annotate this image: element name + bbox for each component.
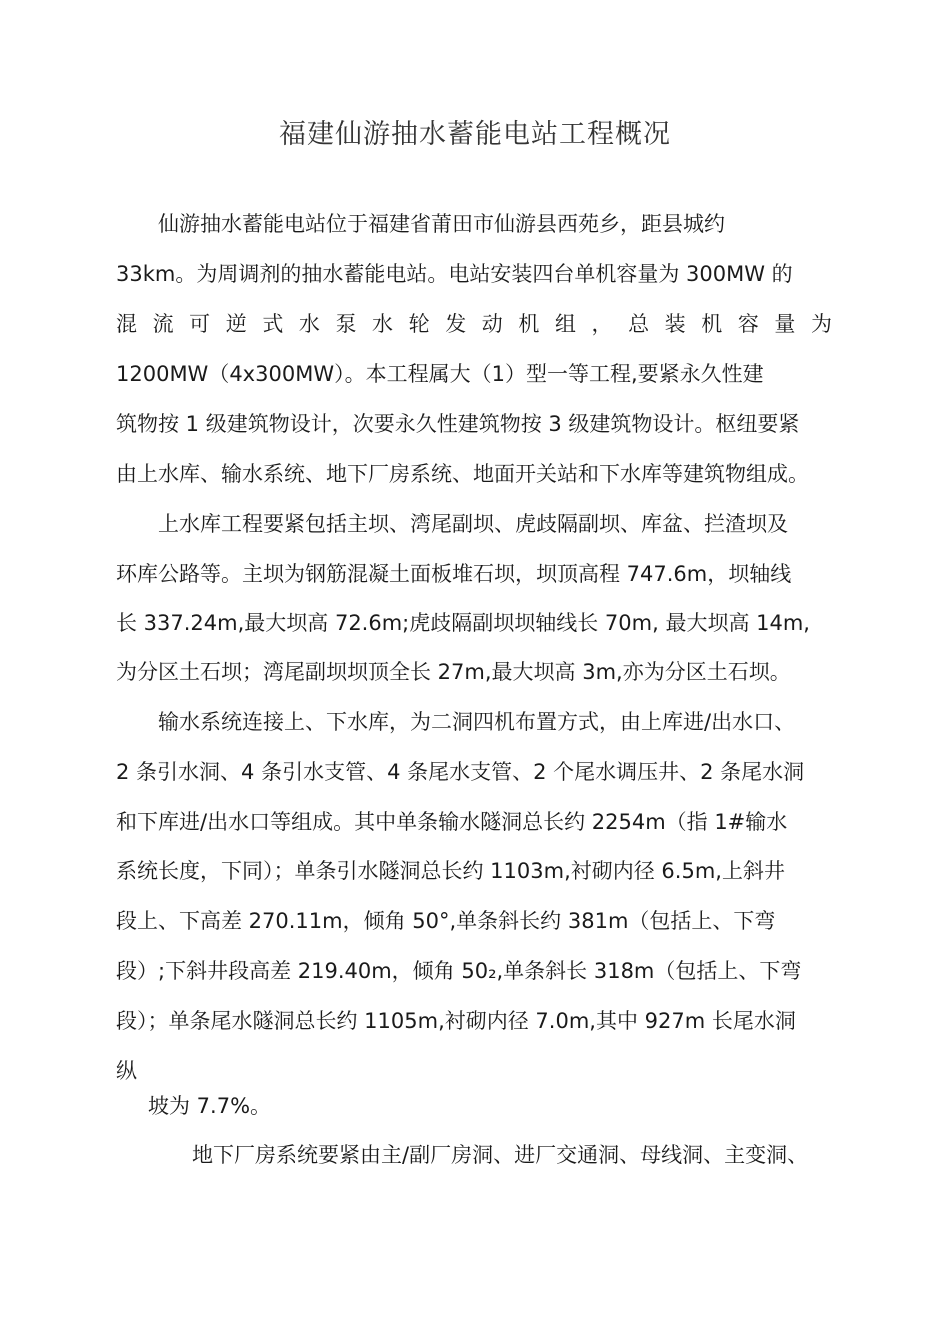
paragraph-3-line-9: 坡为 7.7%。 bbox=[148, 1094, 272, 1118]
justified-char: 容 bbox=[737, 312, 759, 336]
justified-char: 发 bbox=[445, 312, 467, 336]
paragraph-1-line-2: 33km。为周调剂的抽水蓄能电站。电站安装四台单机容量为 300MW 的 bbox=[116, 262, 793, 286]
justified-char: 动 bbox=[481, 312, 503, 336]
justified-char: 流 bbox=[152, 312, 174, 336]
justified-char: 可 bbox=[189, 312, 211, 336]
justified-char: ， bbox=[591, 312, 613, 336]
paragraph-3-line-6: 段）;下斜井段高差 219.40m，倾角 50₂,单条斜长 318m（包括上、下弯 bbox=[116, 959, 802, 983]
paragraph-3-line-8: 纵 bbox=[116, 1059, 137, 1083]
paragraph-1-line-6: 由上水库、输水系统、地下厂房系统、地面开关站和下水库等建筑物组成。 bbox=[116, 462, 809, 486]
paragraph-3-line-3: 和下库进/出水口等组成。其中单条输水隧洞总长约 2254m（指 1#输水 bbox=[116, 810, 788, 834]
paragraph-1-line-5: 筑物按 1 级建筑物设计，次要永久性建筑物按 3 级建筑物设计。枢纽要紧 bbox=[116, 412, 800, 436]
paragraph-1-line-1: 仙游抽水蓄能电站位于福建省莆田市仙游县西苑乡，距县城约 bbox=[158, 212, 725, 236]
paragraph-2-line-2: 环库公路等。主坝为钢筋混凝土面板堆石坝，坝顶高程 747.6m，坝轴线 bbox=[116, 562, 792, 586]
justified-char: 量 bbox=[774, 312, 796, 336]
paragraph-3-line-4: 系统长度，下同）；单条引水隧洞总长约 1103m,衬砌内径 6.5m,上斜井 bbox=[116, 859, 785, 883]
paragraph-2-line-3: 长 337.24m,最大坝高 72.6m;虎歧隔副坝坝轴线长 70m, 最大坝高 14m, bbox=[116, 611, 810, 635]
paragraph-4-line-1: 地下厂房系统要紧由主/副厂房洞、进厂交通洞、母线洞、主变洞、 bbox=[192, 1143, 809, 1167]
paragraph-3-line-7: 段）；单条尾水隧洞总长约 1105m,衬砌内径 7.0m,其中 927m 长尾水洞 bbox=[116, 1009, 796, 1033]
paragraph-1-line-3 bbox=[116, 309, 832, 339]
justified-char: 机 bbox=[518, 312, 540, 336]
justified-char: 水 bbox=[372, 312, 394, 336]
justified-char: 组 bbox=[554, 312, 576, 336]
document-title: 福建仙游抽水蓄能电站工程概况 bbox=[279, 119, 671, 150]
paragraph-3-line-2: 2 条引水洞、4 条引水支管、4 条尾水支管、2 个尾水调压井、2 条尾水洞 bbox=[116, 760, 805, 784]
justified-char: 逆 bbox=[225, 312, 247, 336]
paragraph-1-line-4: 1200MW（4x300MW）。本工程属大（1）型一等工程,要紧永久性建 bbox=[116, 362, 764, 386]
justified-char: 水 bbox=[298, 312, 320, 336]
justified-char: 轮 bbox=[408, 312, 430, 336]
paragraph-3-line-1: 输水系统连接上、下水库，为二洞四机布置方式，由上库进/出水口、 bbox=[158, 710, 796, 734]
justified-char: 总 bbox=[628, 312, 650, 336]
justified-char: 装 bbox=[664, 312, 686, 336]
paragraph-2-line-4: 为分区土石坝；湾尾副坝坝顶全长 27m,最大坝高 3m,亦为分区土石坝。 bbox=[116, 660, 791, 684]
justified-char: 机 bbox=[701, 312, 723, 336]
justified-char: 混 bbox=[116, 312, 137, 336]
paragraph-3-line-5: 段上、下高差 270.11m，倾角 50°,单条斜长约 381m（包括上、下弯 bbox=[116, 909, 776, 933]
justified-char: 式 bbox=[262, 312, 284, 336]
paragraph-2-line-1: 上水库工程要紧包括主坝、湾尾副坝、虎歧隔副坝、库盆、拦渣坝及 bbox=[158, 512, 788, 536]
justified-char: 泵 bbox=[335, 312, 357, 336]
justified-char: 为 bbox=[810, 312, 832, 336]
